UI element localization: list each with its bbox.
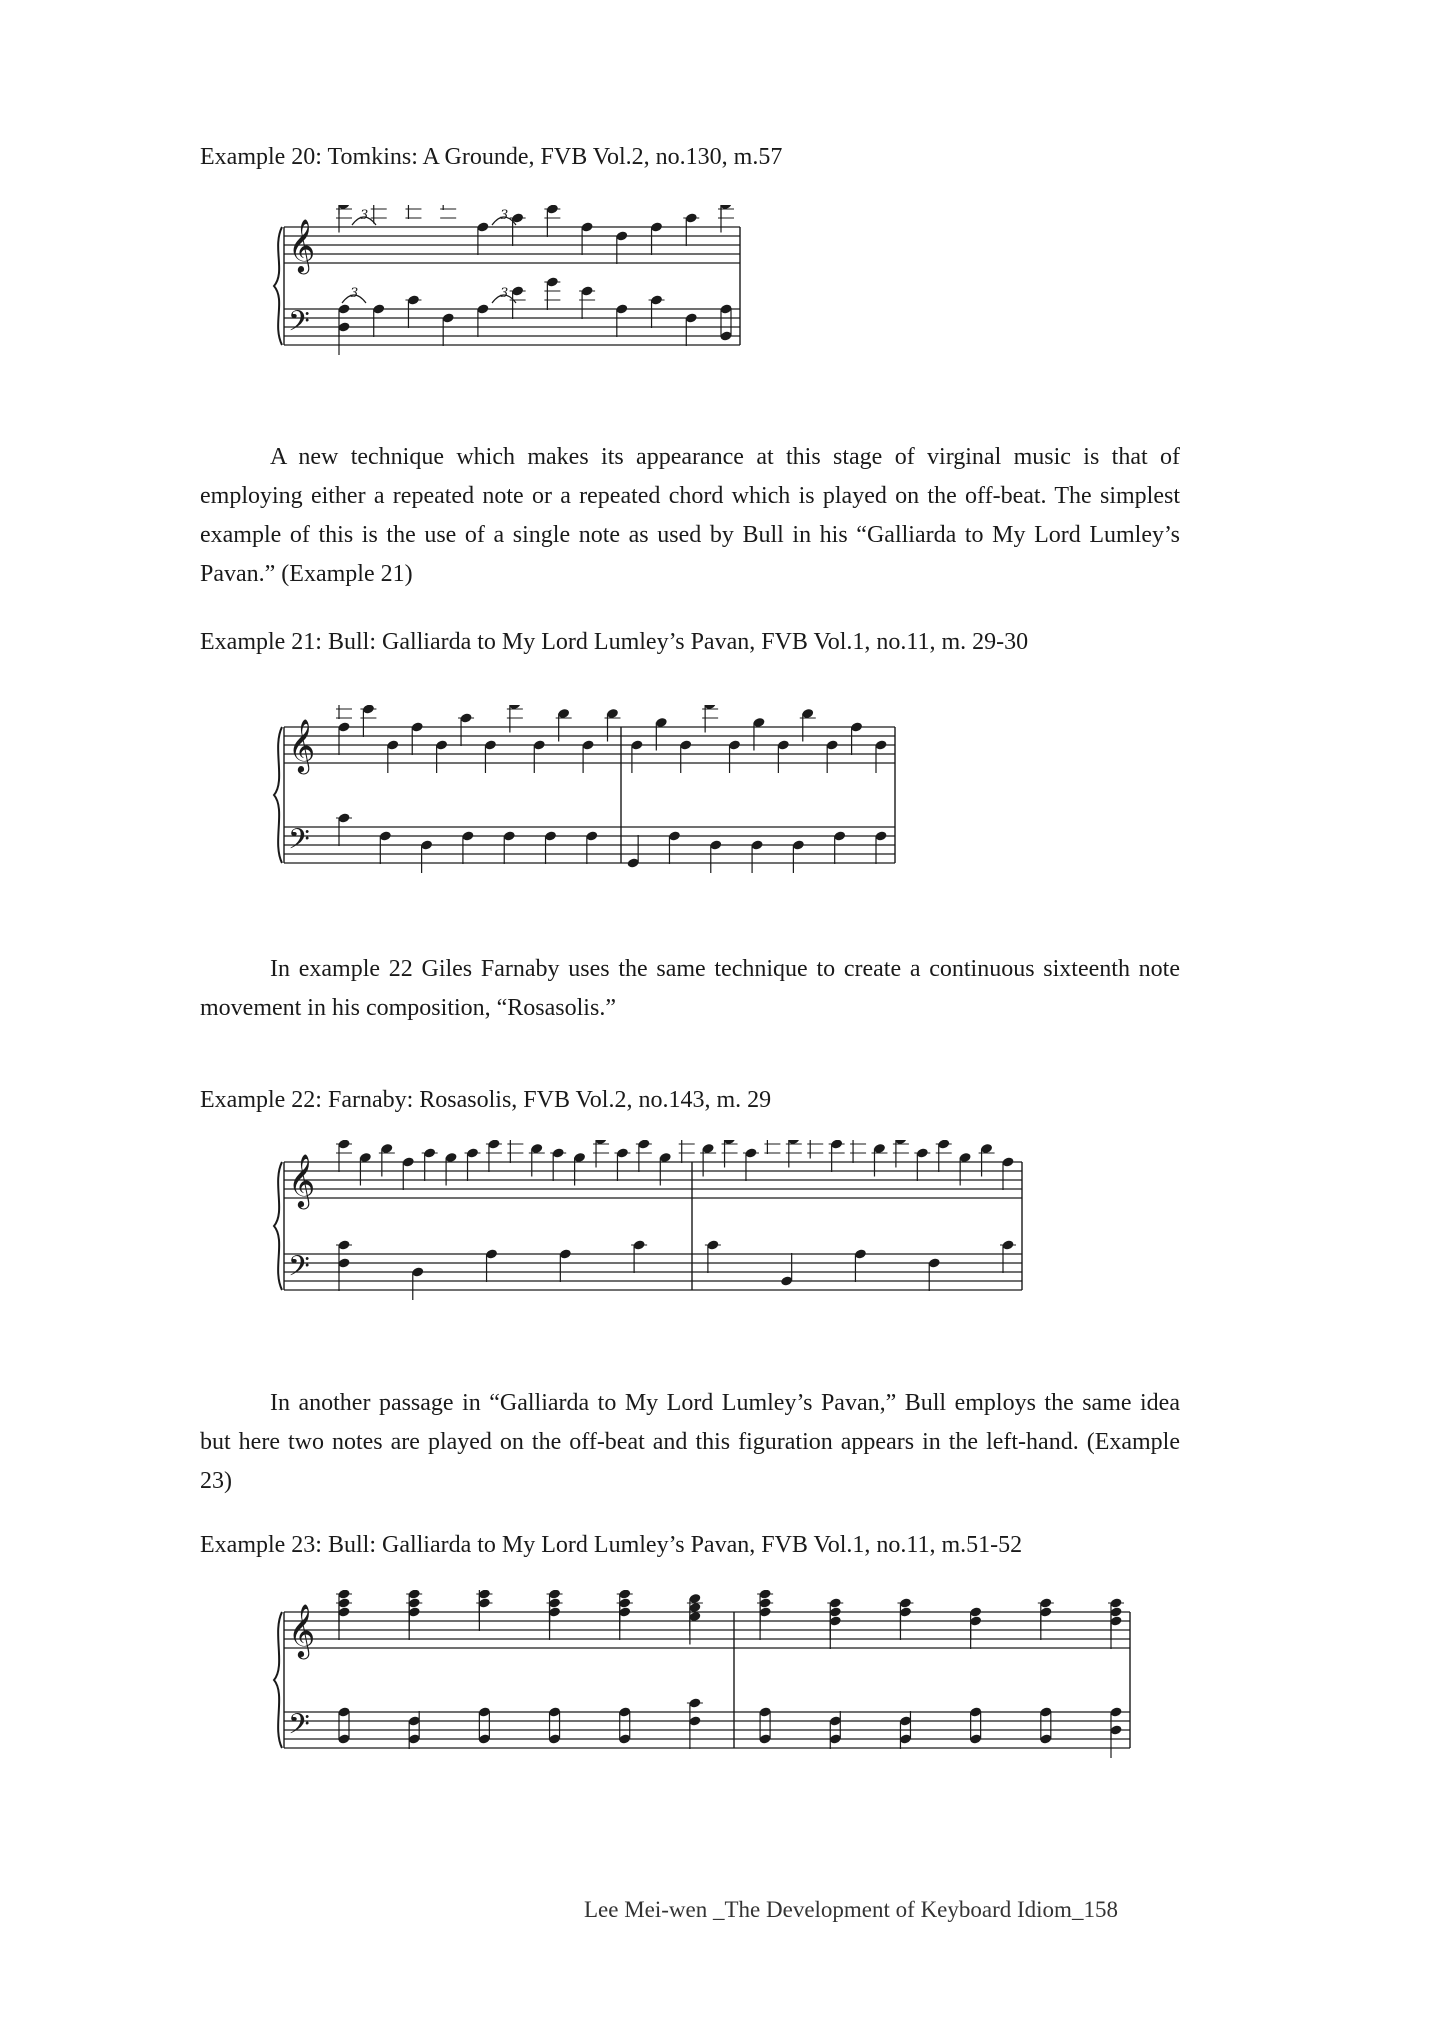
brace: [274, 227, 282, 345]
example-20-score: [272, 205, 742, 380]
treble-clef: 𝄞: [288, 718, 316, 772]
example-21-caption: Example 21: Bull: Galliarda to My Lord Lumley’s Pavan, FVB Vol.1, no.11, m. 29-30: [200, 629, 1029, 655]
brace: [274, 727, 282, 863]
paragraph-farnaby: In example 22 Giles Farnaby uses the same technique to create a continuous sixteenth note movement in his composition, “Rosasolis.”: [200, 956, 1180, 1021]
triplet-number: 3: [500, 208, 509, 223]
example-21-score: [272, 705, 897, 890]
example-23-caption: Example 23: Bull: Galliarda to My Lord Lumley’s Pavan, FVB Vol.1, no.11, m.51-52: [200, 1532, 1023, 1558]
bass-clef: 𝄢: [288, 1708, 310, 1748]
treble-clef: 𝄞: [288, 218, 316, 272]
triplet-number: 3: [350, 286, 359, 301]
treble-clef: 𝄞: [288, 1603, 316, 1657]
brace: [274, 1612, 282, 1748]
example-23-score: [272, 1590, 1132, 1795]
brace: [274, 1162, 282, 1290]
example-20-caption: Example 20: Tomkins: A Grounde, FVB Vol.2, no.130, m.57: [200, 144, 783, 170]
page-footer: Lee Mei-wen _The Development of Keyboard Idiom_158: [584, 1897, 1118, 1922]
example-22-score: [272, 1140, 1024, 1325]
bass-clef: 𝄢: [288, 305, 310, 345]
paragraph-off-beat-technique: A new technique which makes its appearance at this stage of virginal music is that of employing either a repeated note or a repeated chord which is played on the off-beat. The simplest example of this is the use of a single note as used by Bull in his “Galliarda to My Lord Lumley’s Pavan.” (Example 21): [200, 444, 1180, 587]
triplet-number: 3: [500, 286, 509, 301]
example-22-caption: Example 22: Farnaby: Rosasolis, FVB Vol.2, no.143, m. 29: [200, 1087, 772, 1113]
treble-clef: 𝄞: [288, 1153, 316, 1207]
bass-clef: 𝄢: [288, 823, 310, 863]
bass-clef: 𝄢: [288, 1250, 310, 1290]
paragraph-bull-left-hand: In another passage in “Galliarda to My Lord Lumley’s Pavan,” Bull employs the same idea but here two notes are played on the off-beat and this figuration appears in the left-hand. (Example 23): [200, 1390, 1180, 1494]
triplet-number: 3: [360, 208, 369, 223]
